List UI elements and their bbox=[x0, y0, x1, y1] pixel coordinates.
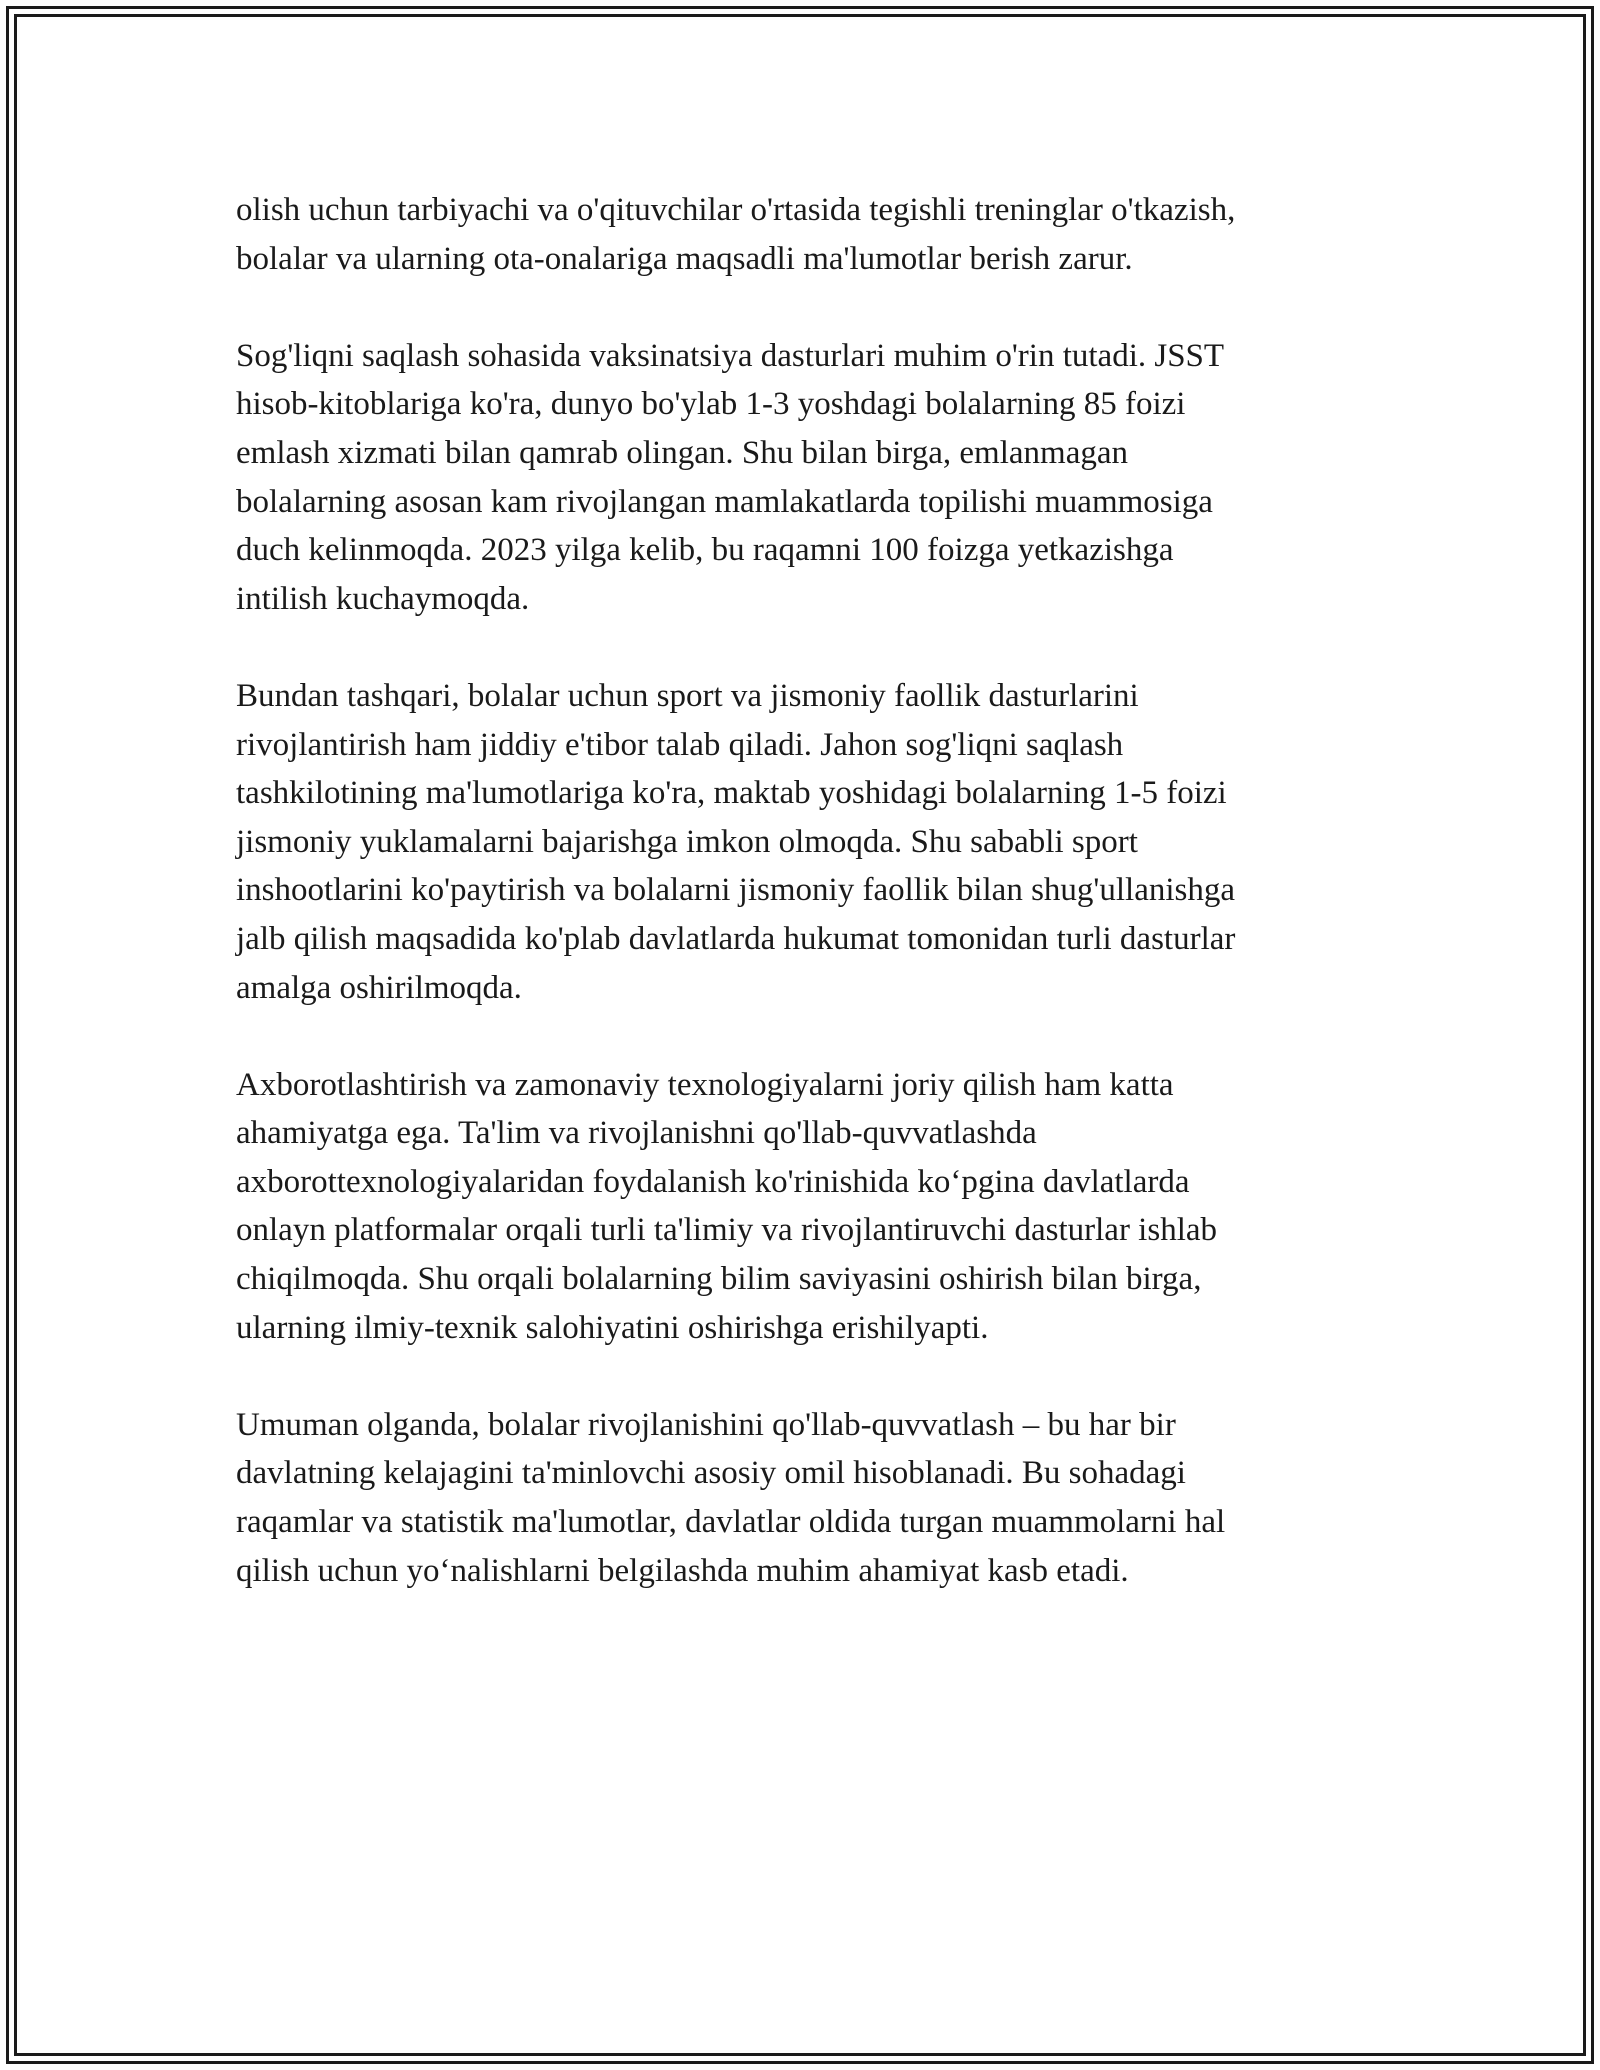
paragraph-vaccination: Sog'liqni saqlash sohasida vaksinatsiya dasturlari muhim o'rin tutadi. JSST hisob-kitoblariga ko'ra, dunyo bo'ylab 1-3 yoshdagi bolalarning 85 foizi emlash xizmati bilan qamrab olingan. Shu bilan birga, emlanmagan bolalarning asosan kam rivojlangan mamlakatlarda topilishi muammosiga duch kelinmoqda. 2023 yilga kelib, bu raqamni 100 foizga yetkazishga intilish kuchaymoqda. bbox=[236, 337, 1225, 617]
paragraph-conclusion: Umuman olganda, bolalar rivojlanishini qo'llab-quvvatlash – bu har bir davlatning kelajagini ta'minlovchi asosiy omil hisoblanadi. Bu sohadagi raqamlar va statistik ma'lumotlar, davlatlar oldida turgan muammolarni hal qilish uchun yo‘nalishlarni belgilashda muhim ahamiyat kasb etadi. bbox=[236, 1406, 1226, 1589]
paragraph-sport-activity: Bundan tashqari, bolalar uchun sport va jismoniy faollik dasturlarini rivojlantirish ham jiddiy e'tibor talab qiladi. Jahon sog'liqni saqlash tashkilotining ma'lumotlariga ko'ra, maktab yoshidagi bolalarning 1-5 foizi jismoniy yuklamalarni bajarishga imkon olmoqda. Shu sababli sport inshootlarini ko'paytirish va bolalarni jismoniy faollik bilan shug'ullanishga jalb qilish maqsadida ko'plab davlatlarda hukumat tomonidan turli dasturlar amalga oshirilmoqda. bbox=[236, 677, 1236, 1006]
document-body bbox=[236, 186, 1356, 1644]
paragraph-teacher-training: olish uchun tarbiyachi va o'qituvchilar o'rtasida tegishli treninglar o'tkazish, bolalar va ularning ota-onalariga maqsadli ma'lumotlar berish zarur. bbox=[236, 192, 1236, 277]
paragraph-technology: Axborotlashtirish va zamonaviy texnologiyalarni joriy qilish ham katta ahamiyatga ega. Ta'lim va rivojlanishni qo'llab-quvvatlashda axborottexnologiyalaridan foydalanish ko'rinishida ko‘pgina davlatlarda onlayn platformalar orqali turli ta'limiy va rivojlantiruvchi dasturlar ishlab chiqilmoqda. Shu orqali bolalarning bilim saviyasini oshirish bilan birga, ularning ilmiy-texnik salohiyatini oshirishga erishilyapti. bbox=[236, 1066, 1218, 1346]
